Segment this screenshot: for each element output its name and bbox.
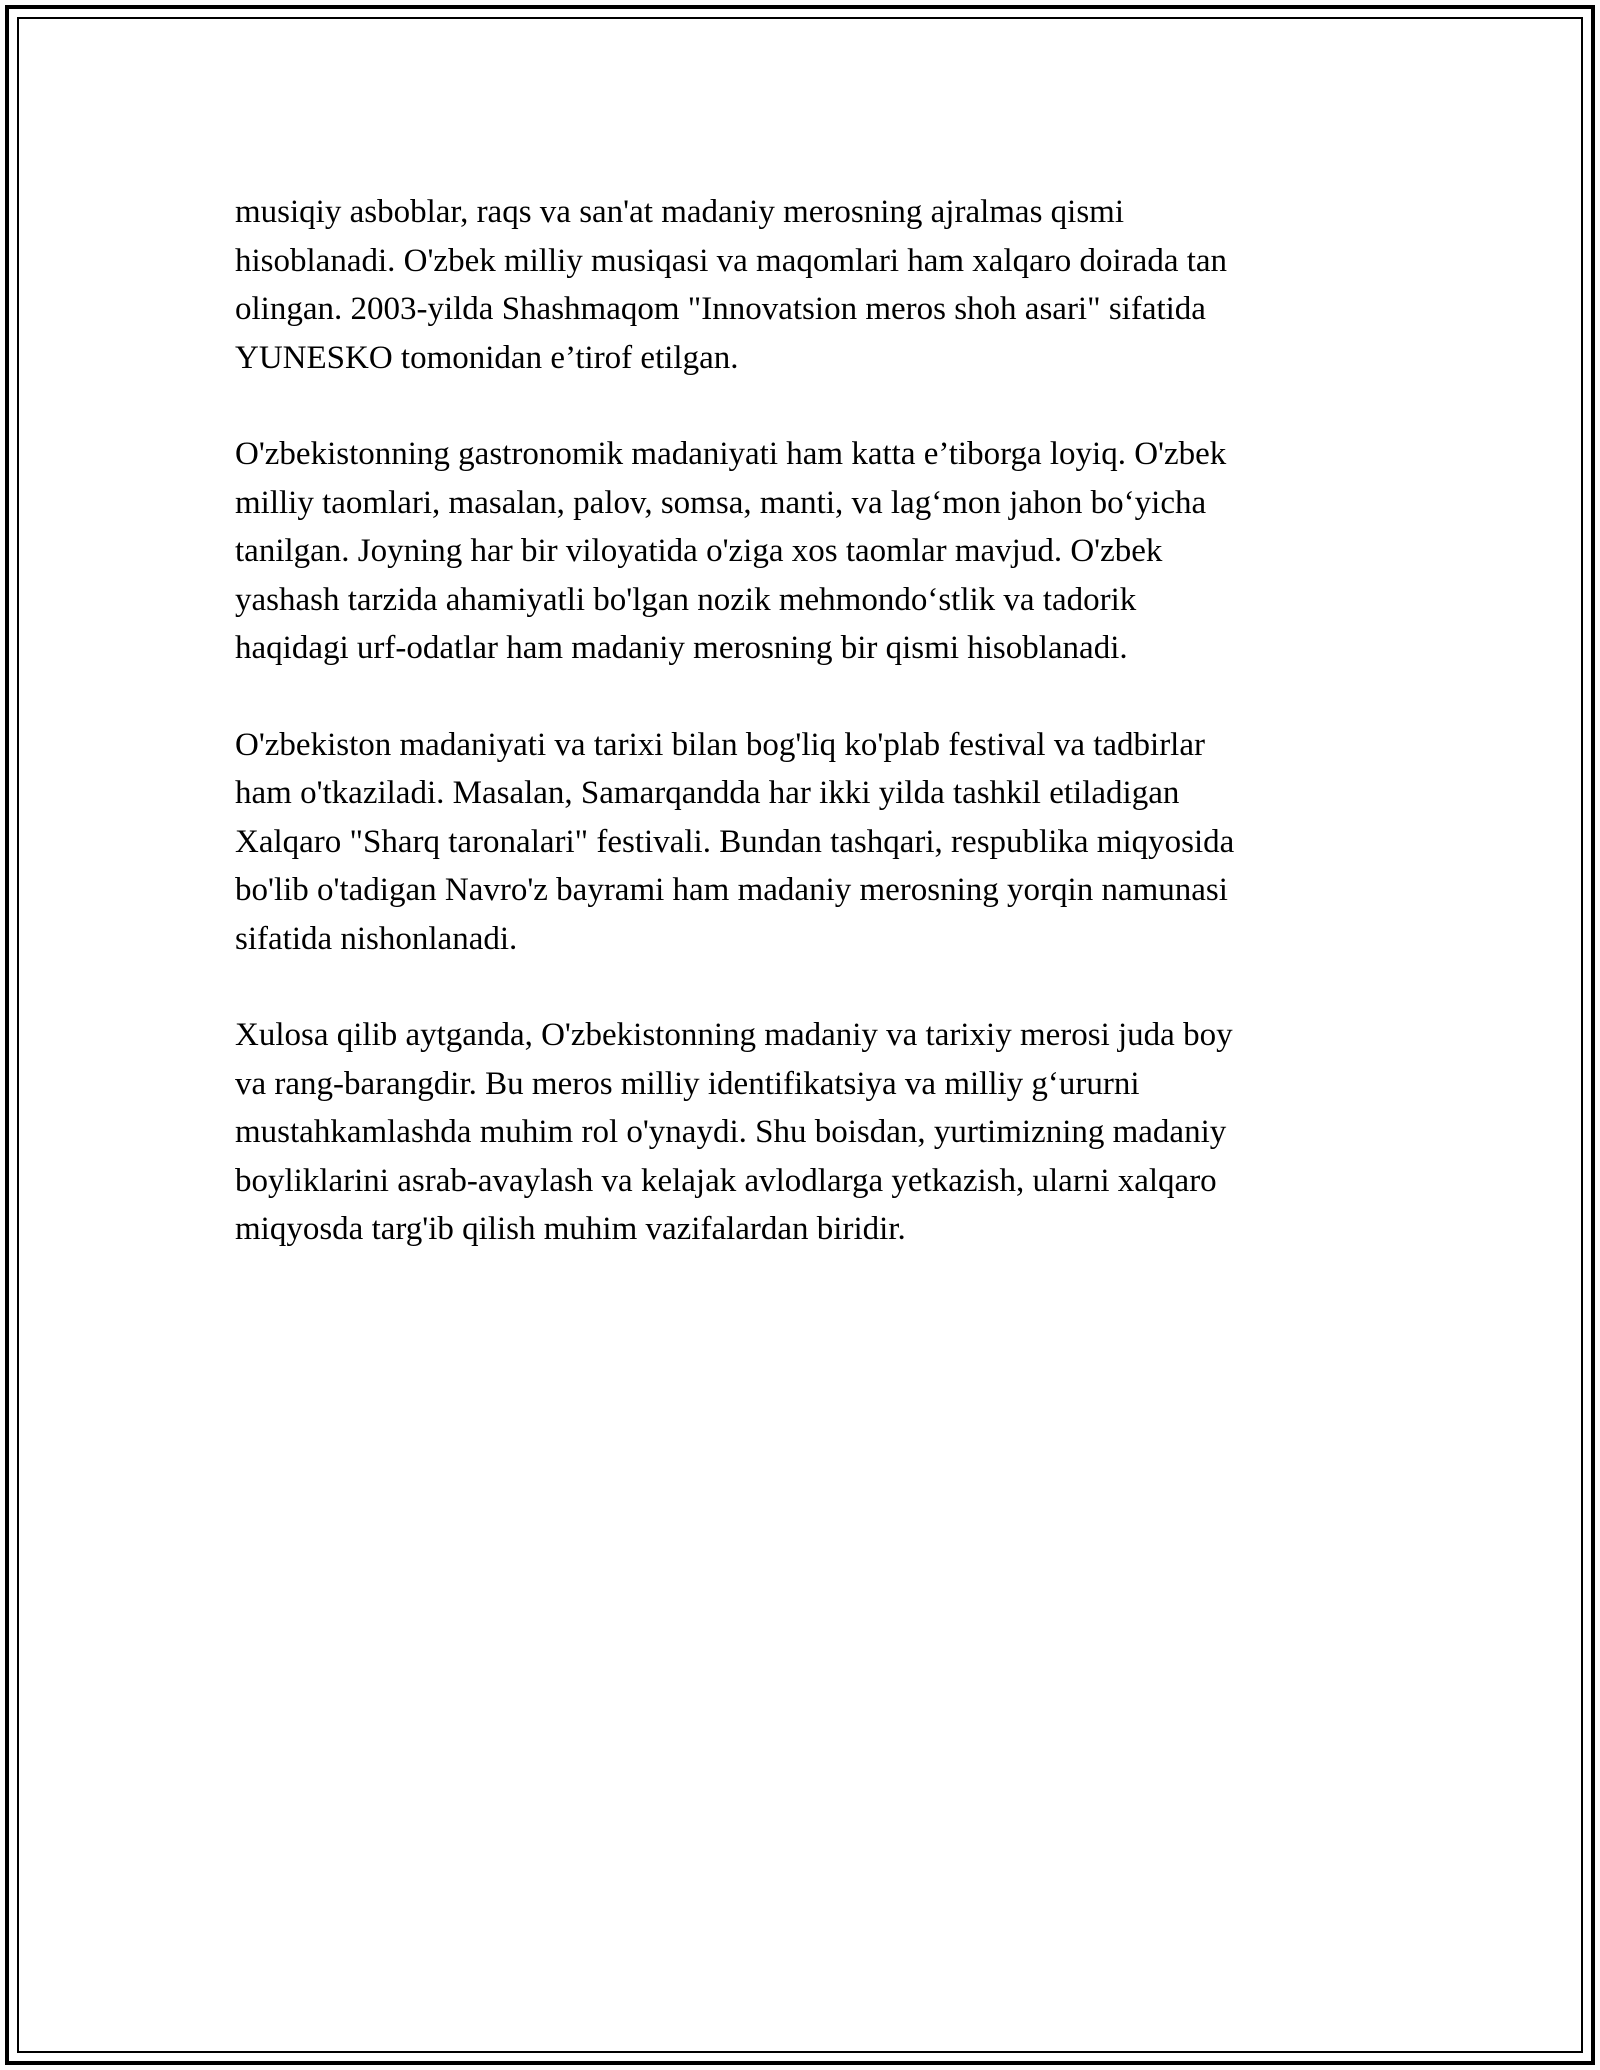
paragraph-music-heritage: musiqiy asboblar, raqs va san'at madaniy merosning ajralmas qismi hisoblanadi. O'zbek milliy musiqasi va maqomlari ham xalqaro doirada tan olingan. 2003-yilda Shashmaqom "Innovatsion meros shoh asari" sifatida YUNESKO tomonidan e’tirof etilgan. xyxy=(235,194,1228,376)
paragraph-gastronomy: O'zbekistonning gastronomik madaniyati ham katta e’tiborga loyiq. O'zbek milliy taomlari, masalan, palov, somsa, manti, va lag‘mon jahon bo‘yicha tanilgan. Joyning har bir viloyatida o'ziga xos taomlar mavjud. O'zbek yashash tarzida ahamiyatli bo'lgan nozik mehmondo‘stlik va tadorik haqidagi urf-odatlar ham madaniy merosning bir qismi hisoblanadi. xyxy=(235,436,1227,666)
paragraph-conclusion: Xulosa qilib aytganda, O'zbekistonning madaniy va tarixiy merosi juda boy va rang-barangdir. Bu meros milliy identifikatsiya va milliy g‘ururni mustahkamlashda muhim rol o'ynaydi. Shu boisdan, yurtimizning madaniy boyliklarini asrab-avaylash va kelajak avlodlarga yetkazish, ularni xalqaro miqyosda targ'ib qilish muhim vazifalardan biridir. xyxy=(235,1017,1233,1247)
document-body xyxy=(235,188,1355,1302)
paragraph-festivals: O'zbekiston madaniyati va tarixi bilan bog'liq ko'plab festival va tadbirlar ham o'tkaziladi. Masalan, Samarqandda har ikki yilda tashkil etiladigan Xalqaro "Sharq taronalari" festivali. Bundan tashqari, respublika miqyosida bo'lib o'tadigan Navro'z bayrami ham madaniy merosning yorqin namunasi sifatida nishonlanadi. xyxy=(235,726,1235,957)
